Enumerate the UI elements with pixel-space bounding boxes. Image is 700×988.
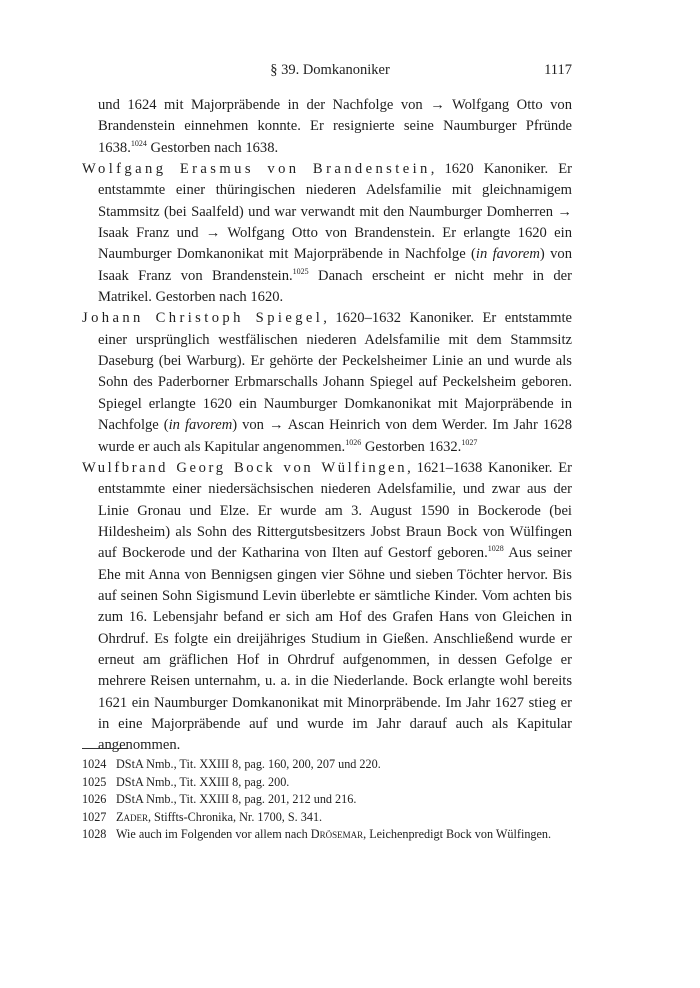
entry-bock: Wulfbrand Georg Bock von Wülfingen, 1621–1638 Kanoniker. Er entstammte einer niedersächsischen niederen Adelsfamilie, und zwar aus der Linie Gronau und Elze. Er wurde am 3. August 1590 in Bockerode (bei Hildesheim) als Sohn des Rittergutsbesitzers Jobst Braun Bock von Wülfingen auf Bockerode und der Katharina von Ilten auf Gestorf geboren.$^{1028}$ Aus seiner Ehe mit Anna von Bennigsen gingen vier Söhne und sieben Töchter hervor. Bis auf seinen Sohn Sigismund Levin überlebte er sämtliche Kinder. Vom achten bis zum 16. Lebensjahr befand er sich am Hof des Grafen Hans von Gleichen in Ohrdruf. Es folgte ein dreijähriges Studium in Gießen. Anschließend wurde er erneut am gräflichen Hof in Ohrdruf aufgenommen, in dessen Gefolge er mehrere Reisen unternahm, u. a. in die Niederlande. Bock erlangte wohl bereits 1621 ein Naumburger Domkanonikat mit Minorpräbende. Im Jahr 1627 stieg er in eine Majorpräbende auf und wurde im Jahr darauf auch als Kapitular angenommen. [82,459,572,754]
page-number: 1117 [544,62,572,78]
footnote-ref: 1028 [487,544,504,554]
footnote-ref: 1024 [130,138,147,148]
footnote: 1028 Wie auch im Folgenden vor allem nach Drösemar, Leichenpredigt Bock von Wülfingen. [82,827,552,841]
footnote: 1025 DStA Nmb., Tit. XXIII 8, pag. 200. [82,774,290,789]
person-name: Wulfbrand Georg Bock von Wülfingen [82,459,408,476]
footnotes [82,756,572,844]
footnote: 1026 DStA Nmb., Tit. XXIII 8, pag. 201, 212 und 216. [82,792,357,806]
footnote-separator [82,748,128,749]
main-text [82,95,572,757]
footnote: 1027 Zader, Stiffts-Chronika, Nr. 1700, S. 341. [82,809,323,824]
footnote: 1024 DStA Nmb., Tit. XXIII 8, pag. 160, 200, 207 und 220. [82,757,381,771]
entry-brandenstein: Wolfgang Erasmus von Brandenstein, 1620 Kanoniker. Er entstammte einer thüringischen niederen Adelsfamilie mit gleichnamigem Stammsitz (bei Saalfeld) und war verwandt mit den Naumburger Domherren → Isaak Franz und → Wolfgang Otto von Brandenstein. Er erlangte 1620 ein Naumburger Domkanonikat mit Majorpräbende in Nachfolge (in favorem) von Isaak Franz von Brandenstein.$^{1025}$ Danach erscheint er nicht mehr in der Matrikel. Gestorben nach 1620. [82,161,573,306]
running-title: § 39. Domkanoniker [270,62,390,78]
entry-continuation: und 1624 mit Majorpräbende in der Nachfolge von → Wolfgang Otto von Brandenstein einnehmen konnte. Er resignierte seine Naumburger Pfründe 1638.$^{1024}$ Gestorben nach 1638. [98,97,572,156]
person-name: Wolfgang Erasmus von Brandenstein [82,161,431,178]
footnote-ref: 1025 [292,266,309,276]
person-name: Johann Christoph Spiegel [82,310,324,327]
footnote-ref: 1026 [345,437,362,447]
entry-spiegel: Johann Christoph Spiegel, 1620–1632 Kanoniker. Er entstammte einer ursprünglich westfälischen niederen Adelsfamilie mit dem Stammsitz Daseburg (bei Warburg). Er gehörte der Peckelsheimer Linie an und wurde als Sohn des Paderborner Erbmarschalls Johann Spiegel auf Peckelsheim geboren. Spiegel erlangte 1620 ein Naumburger Domkanonikat mit Majorpräbende in Nachfolge (in favorem) von → Ascan Heinrich von dem Werder. Im Jahr 1628 wurde er auch als Kapitular angenommen.$^{1026}$ Gestorben 1632.$^{1027}$ [82,310,573,455]
footnote-ref: 1027 [461,437,478,447]
running-header [88,62,572,82]
